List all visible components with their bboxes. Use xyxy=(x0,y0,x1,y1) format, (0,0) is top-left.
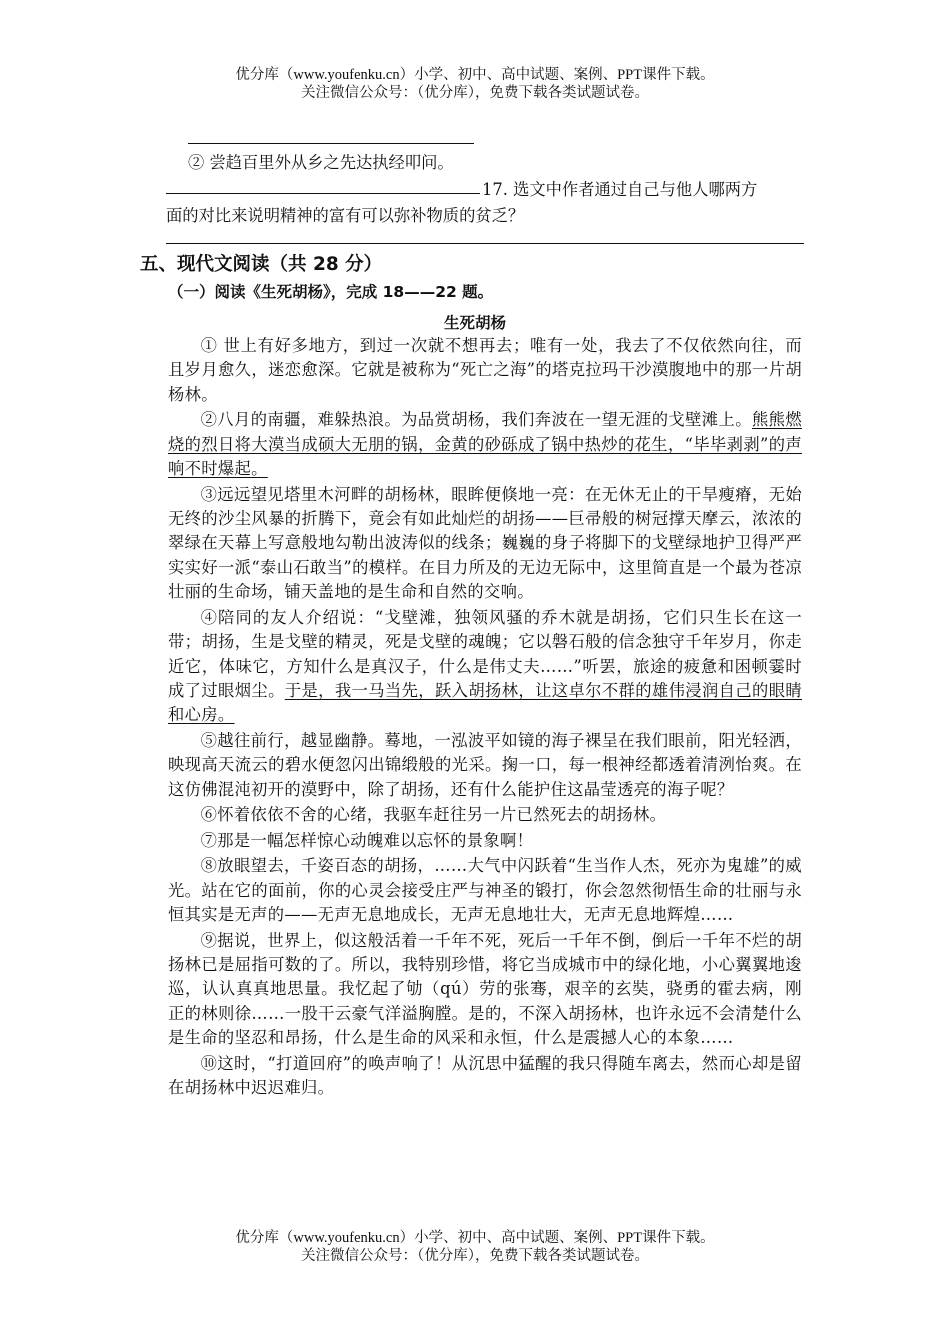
answer-line-16-2 xyxy=(166,193,480,194)
section-subheading: （一）阅读《生死胡杨》，完成 18——22 题。 xyxy=(168,283,494,301)
paragraph-3: ③远远望见塔里木河畔的胡杨林，眼眸便倏地一亮：在无休无止的干旱瘦瘠，无始无终的沙尘风暴的折腾下，竟会有如此灿烂的胡扬——巨帚般的树冠撑天摩云，浓浓的翠绿在天幕上写意般地勾勒出波涛似的线条；巍巍的身子将脚下的戈壁绿地护卫得严严实实好一派“泰山石敢当”的模样。在目力所及的无边无际中，这里简直是一个最为苍凉壮丽的生命场，铺天盖地的是生命和自然的交响。 xyxy=(168,484,802,602)
page-header xyxy=(0,66,950,102)
paragraph-4-underlined: 于是，我一马当先，跃入胡扬林，让这卓尔不群的雄伟浸润自己的眼睛和心房。 xyxy=(168,680,803,725)
header-line-2: 关注微信公众号：（优分库），免费下载各类试题试卷。 xyxy=(301,85,649,101)
paragraph-4-text: ④陪同的友人介绍说：“戈壁滩，独领风骚的乔木就是胡扬，它们只生长在这一带；胡扬，生是戈壁的精灵，死是戈壁的魂魄；它以磐石般的信念独守千年岁月，你走近它，体味它，方知什么是真汉子，什么是伟丈夫……”听罢，旅途的疲惫和困顿霎时成了过眼烟尘。 xyxy=(168,607,802,700)
article-body xyxy=(168,334,802,1102)
article-title: 生死胡杨 xyxy=(443,314,506,332)
paragraph-2-text: ②八月的南疆，难躲热浪。为品赏胡杨，我们奔波在一望无涯的戈壁滩上。 xyxy=(200,410,752,430)
question-17-continued: 面的对比来说明精神的富有可以弥补物质的贫乏？ xyxy=(166,206,525,225)
footer-line-1: 优分库（www.youfenku.cn）小学、初中、高中试题、案例、PPT课件下载。 xyxy=(235,1230,715,1246)
paragraph-1: ① 世上有好多地方，到过一次就不想再去；唯有一处，我去了不仅依然向往，而且岁月愈久，迷恋愈深。它就是被称为“死亡之海”的塔克拉玛干沙漠腹地中的那一片胡杨林。 xyxy=(168,336,802,404)
answer-line-17 xyxy=(166,243,804,244)
section-heading: 五、现代文阅读（共 28 分） xyxy=(140,254,383,275)
paragraph-8: ⑧放眼望去，千姿百态的胡扬，……大气中闪跃着“生当作人杰，死亦为鬼雄”的威光。站在它的面前，你的心灵会接受庄严与神圣的锻打，你会忽然彻悟生命的壮丽与永恒其实是无声的——无声无息地成长，无声无息地壮大，无声无息地辉煌…… xyxy=(168,856,802,924)
paragraph-9: ⑨据说，世界上，似这般活着一千年不死，死后一千年不倒，倒后一千年不烂的胡扬林已是屈指可数的了。所以，我特别珍惜，将它当成城市中的绿化地，小心翼翼地逡巡，认认真真地思量。我忆起了劬（qú）劳的张骞，艰辛的玄奘，骁勇的霍去病，刚正的林则徐……一股干云豪气洋溢胸膛。是的，不深入胡扬林，也许永远不会清楚什么是生命的坚忍和昂扬，什么是生命的风采和永恒，什么是震撼人心的本象…… xyxy=(168,930,802,1048)
footer-line-2: 关注微信公众号：（优分库），免费下载各类试题试卷。 xyxy=(301,1248,649,1264)
page-footer xyxy=(0,1229,950,1265)
paragraph-2-underlined: 熊熊燃烧的烈日将大漠当成硕大无朋的锅，金黄的砂砾成了锅中热炒的花生，“毕毕剥剥”的声响不时爆起。 xyxy=(168,410,802,479)
answer-line-16-1 xyxy=(188,143,474,144)
paragraph-4 xyxy=(168,606,802,728)
paragraph-5: ⑤越往前行，越显幽静。蓦地，一泓波平如镜的海子裸呈在我们眼前，阳光轻洒，映现高天流云的碧水便忽闪出锦缎般的光采。掬一口，每一根神经都透着清洌怡爽。在这仿佛混沌初开的漠野中，除了胡扬，还有什么能护住这晶莹透亮的海子呢？ xyxy=(168,730,802,799)
paragraph-10: ⑩这时，“打道回府”的唤声响了！从沉思中猛醒的我只得随车离去，然而心却是留在胡扬林中迟迟难归。 xyxy=(168,1053,802,1098)
paragraph-6: ⑥怀着依依不舍的心绪，我驱车赶往另一片已然死去的胡扬林。 xyxy=(200,805,667,825)
question-16-item-2: ② 尝趋百里外从乡之先达执经叩问。 xyxy=(188,153,454,172)
header-line-1: 优分库（www.youfenku.cn）小学、初中、高中试题、案例、PPT课件下载。 xyxy=(235,67,715,83)
paragraph-2 xyxy=(168,408,802,481)
question-17-label: 17. 选文中作者通过自己与他人哪两方 xyxy=(482,180,758,199)
paragraph-7: ⑦那是一幅怎样惊心动魄难以忘怀的景象啊！ xyxy=(200,830,534,850)
